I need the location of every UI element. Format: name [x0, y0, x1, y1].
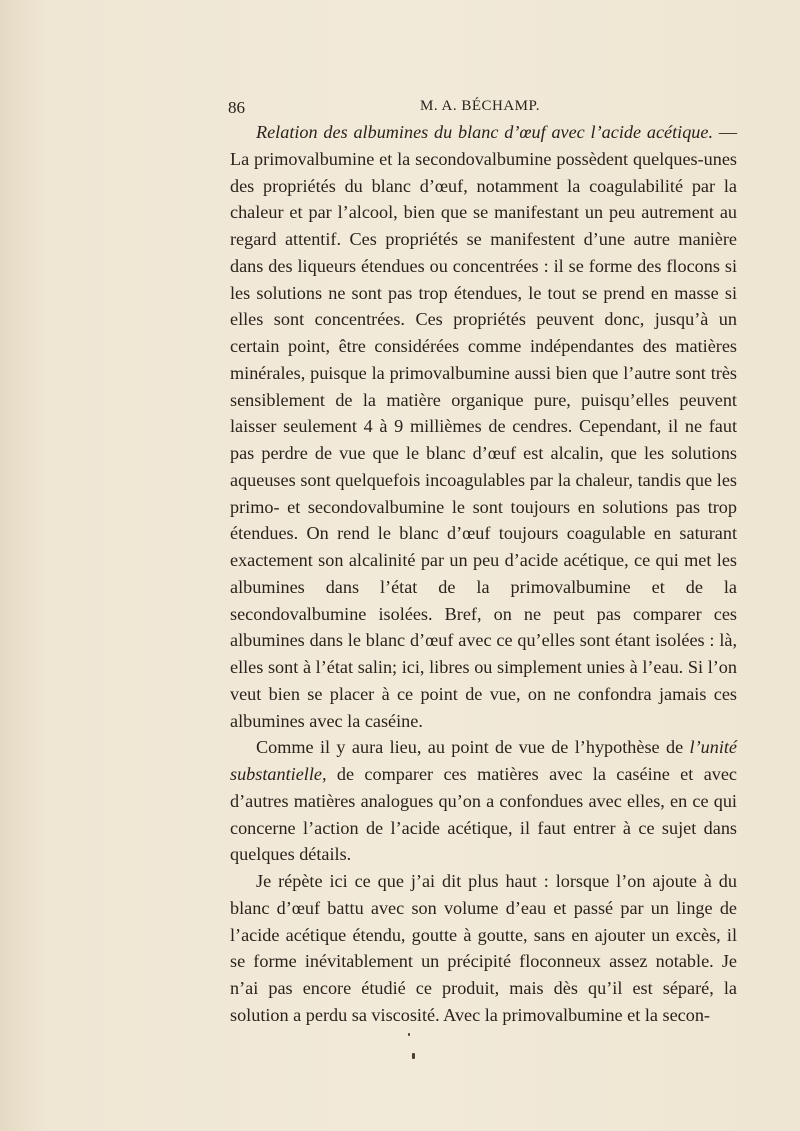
- ink-speck: [408, 1033, 410, 1036]
- page-number: 86: [228, 98, 245, 117]
- paragraph-1-text: — La primovalbumine et la secondovalbumine possèdent quelques-unes des propriétés du blanc d’œuf, notamment la coagulabilité par la chaleur et par l’alcool, bien que se manifestant un peu autrement au regard attentif. Ces propriétés se manifestent d’une autre manière dans des liqueurs étendues ou concentrées : il se forme des flocons si les solutions ne sont pas trop étendues, le tout se prend en masse si elles sont concentrées. Ces propriétés peuvent donc, jusqu’à un certain point, être considérées comme indépendantes des matières minérales, puisque la primovalbumine aussi bien que l’autre sont très sensiblement de la matière organique pure, puisqu’elles peuvent laisser seulement 4 à 9 millièmes de cendres. Cependant, il ne faut pas perdre de vue que le blanc d’œuf est alcalin, que les solutions aqueuses sont quelquefois incoagulables par la chaleur, tandis que les primo- et secondovalbumine le sont toujours en solutions pas trop étendues. On rend le blanc d’œuf toujours coagulable en saturant exactement son alcalinité par un peu d’acide acétique, ce qui met les albumines dans l’état de la primovalbumine et de la secondovalbumine isolées. Bref, on ne peut pas comparer ces albumines dans le blanc d’œuf avec ce qu’elles sont étant isolées : là, elles sont à l’état salin; ici, libres ou simplement unies à l’eau. Si l’on veut bien se placer à ce point de vue, on ne confondra jamais ces albumines avec la caséine.: [230, 122, 738, 731]
- paragraph-3-text: Je répète ici ce que j’ai dit plus haut : lorsque l’on ajoute à du blanc d’œuf battu avec son volume d’eau et passé par un linge de l’acide acétique étendu, goutte à goutte, sans en ajouter un excès, il se forme inévitablement un précipité floconneux assez notable. Je n’ai pas encore étudié ce produit, mais dès qu’il est séparé, la solution a perdu sa viscosité. Avec la primovalbumine et la secon-: [230, 871, 737, 1025]
- body-text: [230, 119, 737, 1029]
- paragraph-1: [230, 119, 737, 734]
- ink-speck: [412, 1053, 415, 1059]
- paragraph-2-italic: l’unité substantielle,: [230, 737, 737, 784]
- paragraph-2-before: Comme il y aura lieu, au point de vue de l’hypothèse de: [256, 737, 690, 758]
- paragraph-2: [230, 734, 737, 868]
- running-head: M. A. BÉCHAMP.: [420, 98, 540, 114]
- paragraph-3: [230, 868, 737, 1029]
- section-lead-title: Relation des albumines du blanc d’œuf avec l’acide acétique.: [256, 122, 714, 142]
- paragraph-2-after: de comparer ces matières avec la caséine et avec d’autres matières analogues qu’on a confondues avec elles, en ce qui concerne l’action de l’acide acétique, il faut entrer à ce sujet dans quelques détails.: [230, 764, 737, 865]
